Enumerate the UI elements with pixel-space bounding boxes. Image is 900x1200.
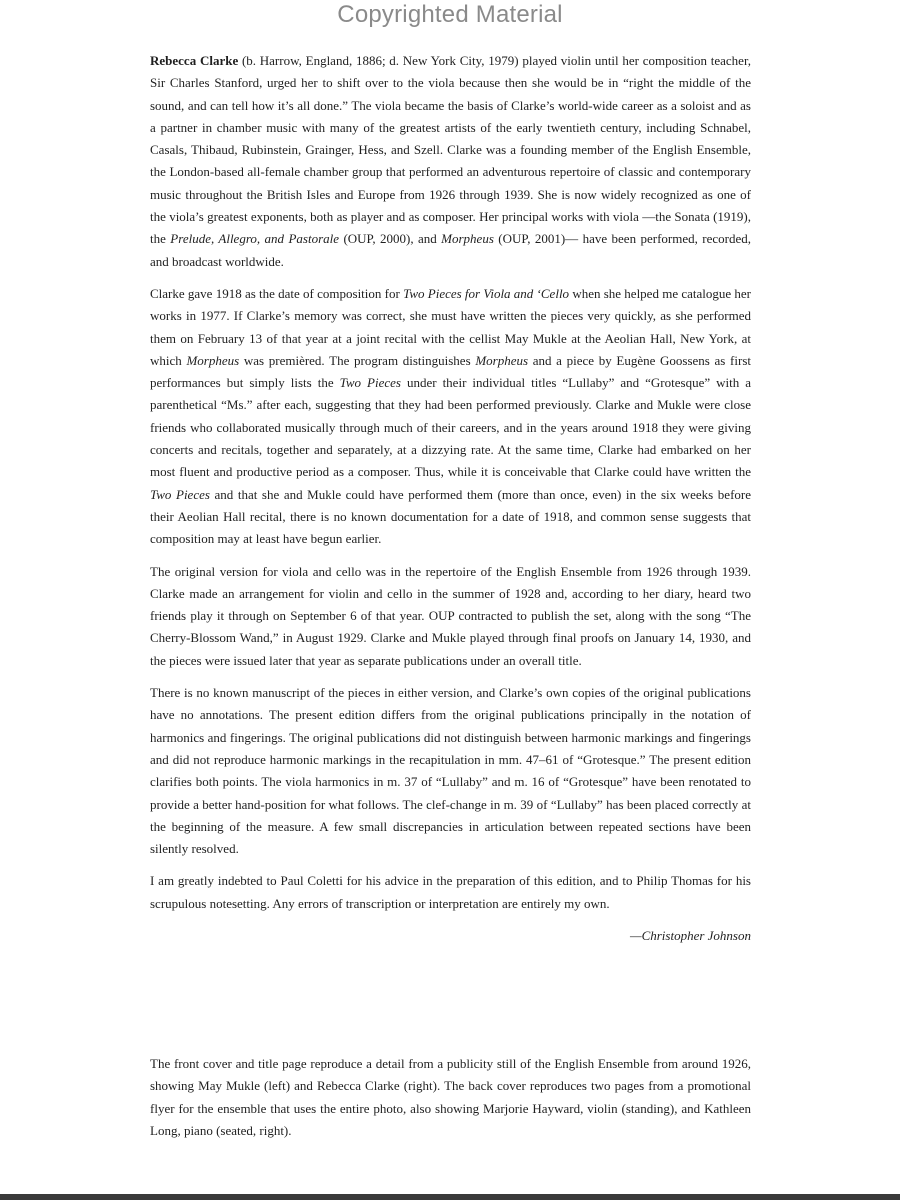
text-run: was premièred. The program distinguishes [239,352,476,368]
work-title: Morpheus [186,352,240,368]
paragraph-dating [150,283,751,551]
work-title: Morpheus [475,352,529,368]
cover-caption: The front cover and title page reproduce a detail from a publicity still of the English Ensemble from around 1926, showing May Mukle (left) and Rebecca Clarke (right). The back cover reproduces two pages from a promotional flyer for the ensemble that uses the entire photo, also showing Marjorie Hayward, violin (standing), and Kathleen Long, piano (seated, right). [150,1056,751,1138]
paragraph-biography [150,50,751,273]
text-run: Clarke gave 1918 as the date of composition for [150,285,404,301]
paragraph-edition-notes: There is no known manuscript of the pieces in either version, and Clarke’s own copies of the original publications have no annotations. The present edition differs from the original publications principally in the notation of harmonics and fingerings. The original publications did not distinguish between harmonic markings and fingerings and did not reproduce harmonic markings in the recapitulation in mm. 47–61 of “Grotesque.” The present edition clarifies both points. The viola harmonics in m. 37 of “Lullaby” and m. 16 of “Grotesque” have been renotated to provide a better hand-position for what follows. The clef-change in m. 39 of “Lullaby” has been placed correctly at the beginning of the measure. A few small discrepancies in articulation between repeated sections have been silently resolved. [150,685,751,857]
paragraph-acknowledgements: I am greatly indebted to Paul Coletti for his advice in the preparation of this edition, and to Philip Thomas for his scrupulous notesetting. Any errors of transcription or interpretation are entirely my own. [150,873,751,911]
author-signature: —Christopher Johnson [630,927,751,943]
text-run: and that she and Mukle could have performed them (more than once, even) in the six weeks before their Aeolian Hall recital, there is no known documentation for a date of 1918, and common sense suggests that composition may at least have begun earlier. [150,486,752,547]
text-run: under their individual titles “Lullaby” and “Grotesque” with a parenthetical “Ms.” after each, suggesting that they had been performed previously. Clarke and Mukle were close friends who collaborated musically through much of their careers, and in the years around 1918 they were giving concerts and recitals, together and separately, at a dizzying rate. At the same time, Clarke had embarked on her most fluent and productive period as a composer. Thus, while it is conceivable that Clarke could have written the [150,375,751,480]
work-title: Prelude, Allegro, and Pastorale [170,231,340,247]
page-bottom-border [0,1194,900,1200]
text-run: (b. Harrow, England, 1886; d. New York City, 1979) played violin until her composition teacher, Sir Charles Stanford, urged her to shift over to the viola because then she would be in “right the middle of the sound, and can tell how it’s all done.” The viola became the basis of Clarke’s world-wide career as a soloist and as a partner in chamber music with many of the greatest artists of the early twentieth century, including Schnabel, Casals, Thibaud, Rubinstein, Grainger, Hess, and Szell. Clarke was a founding member of the English Ensemble, the London-based all-female chamber group that performed an adventurous repertoire of classic and contemporary music throughout the British Isles and Europe from 1926 through 1939. She is now widely recognized as one of the viola’s greatest exponents, both as player and as composer. Her principal works with viola —the Sonata (1919), the [150,53,752,247]
paragraph-versions: The original version for viola and cello was in the repertoire of the English Ensemble from 1926 through 1939. Clarke made an arrangement for violin and cello in the summer of 1928 and, according to her diary, heard two friends play it through on September 6 of that year. OUP contracted to publish the set, along with the song “The Cherry-Blossom Wand,” in August 1929. Clarke and Mukle played through final proofs on January 14, 1930, and the pieces were issued later that year as separate publications under an overall title. [150,563,751,668]
text-run: (OUP, 2001)— have been performed, recorded, and broadcast worldwide. [150,231,752,269]
composer-name: Rebecca Clarke [150,53,239,68]
text-run: when she helped me catalogue her works in 1977. If Clarke’s memory was correct, she must have written the pieces very quickly, as she performed them on February 13 of that year at a joint recital with the cellist May Mukle at the Aeolian Hall, New York, at which [150,285,751,368]
text-run: (OUP, 2000), and [339,231,442,247]
text-run: and a piece by Eugène Goossens as first performances but simply lists the [150,352,751,391]
work-title: Two Pieces [339,375,401,391]
work-title: Two Pieces for Viola and ‘Cello [403,285,570,301]
work-title: Morpheus [441,231,494,247]
work-title: Two Pieces [150,486,210,502]
preface-text [150,50,751,947]
copyright-watermark: Copyrighted Material [337,1,563,28]
